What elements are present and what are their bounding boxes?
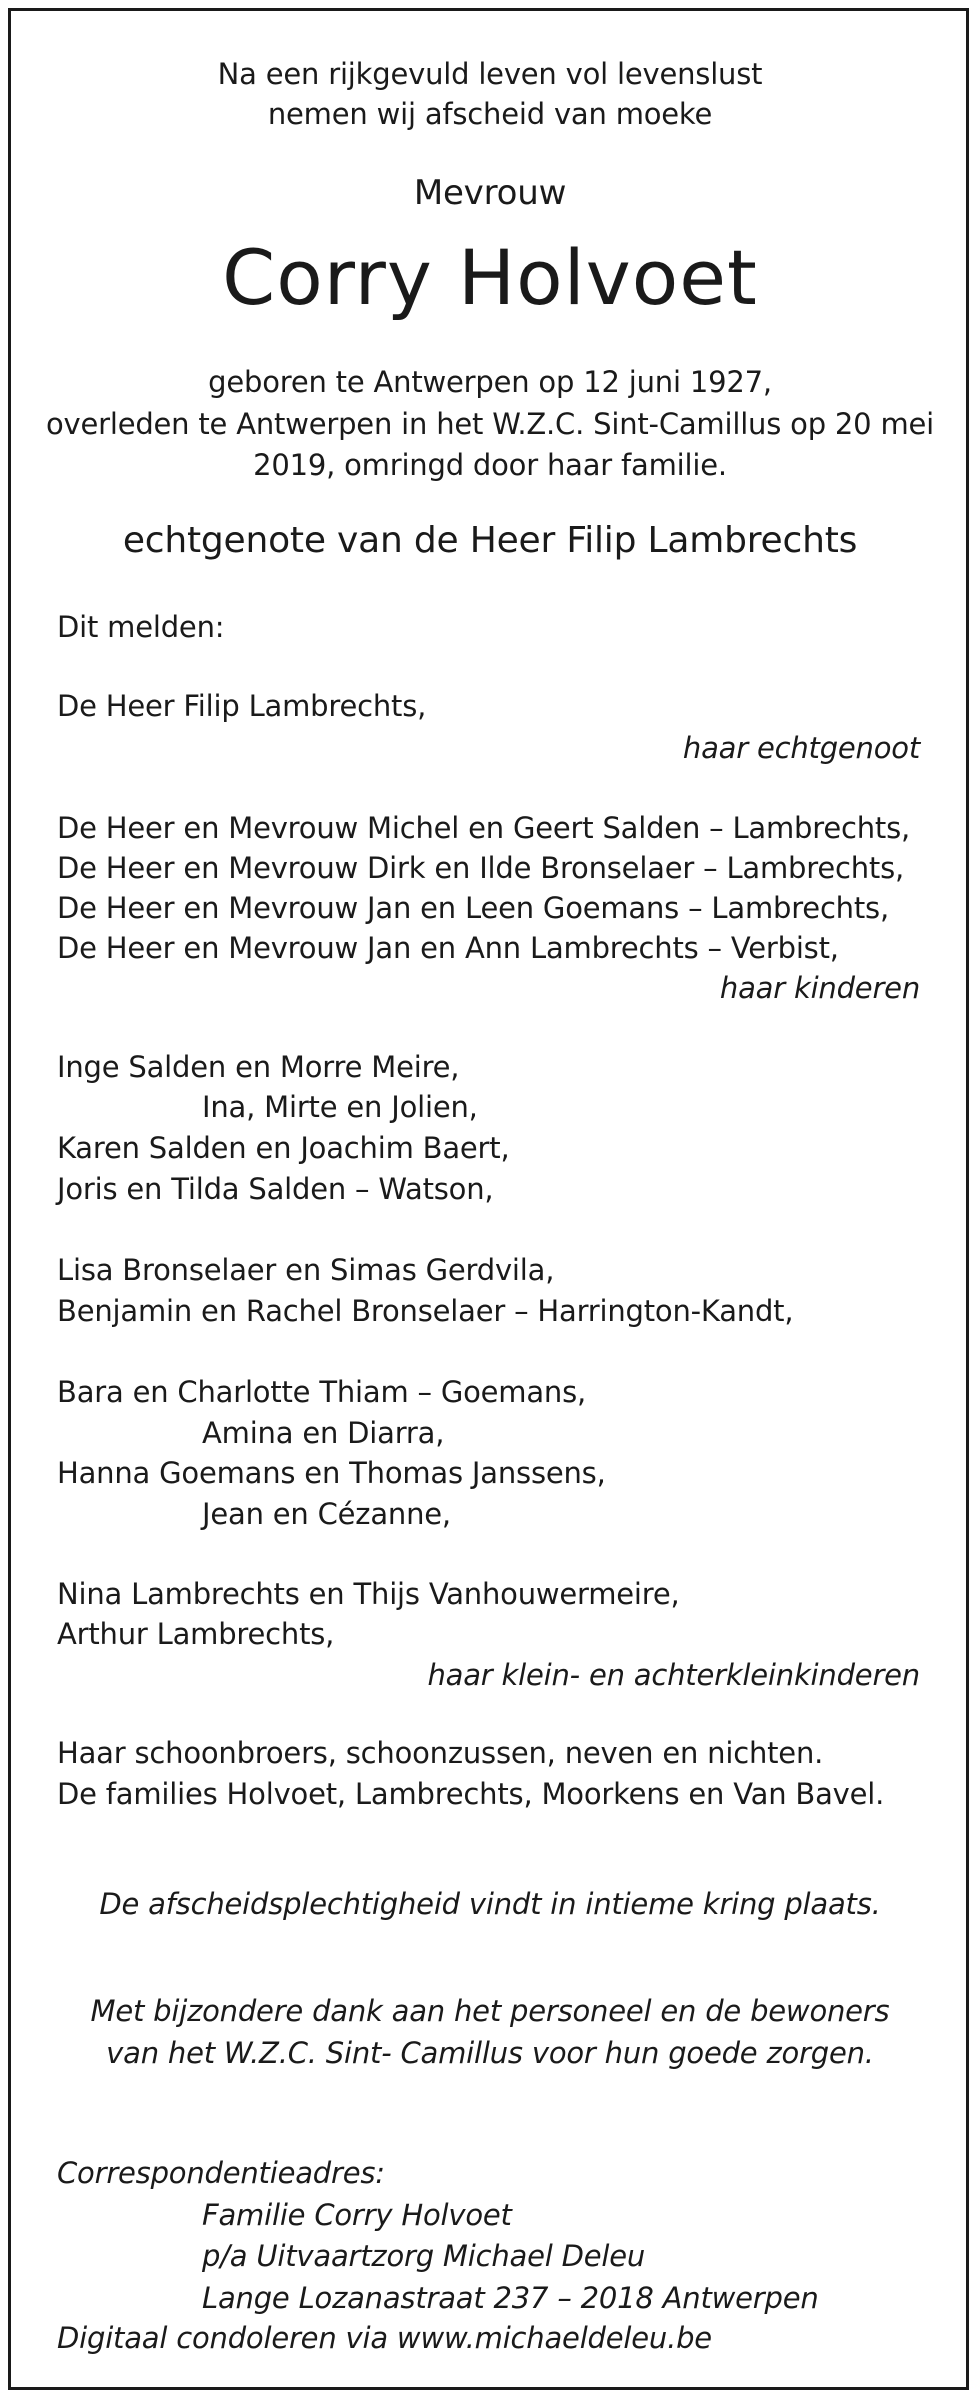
grandchild-line: Joris en Tilda Salden – Watson, [57,1172,494,1206]
husband-role: haar echtgenoot [682,731,920,765]
grandchild-line: Hanna Goemans en Thomas Janssens, [57,1456,606,1490]
thanks-line-2: van het W.Z.C. Sint- Camillus voor hun goede zorgen. [106,2036,874,2070]
ceremony-note: De afscheidsplechtigheid vindt in intieme kring plaats. [99,1887,881,1921]
thanks-line-1: Met bijzondere dank aan het personeel en de bewoners [90,1994,890,2028]
correspondence-line: Familie Corry Holvoet [202,2198,512,2232]
grandchild-line: Jean en Cézanne, [202,1497,451,1531]
grandchild-line: Bara en Charlotte Thiam – Goemans, [57,1375,587,1409]
details-line-2: overleden te Antwerpen in het W.Z.C. Sint-Camillus op 20 mei [45,407,935,441]
announcement-intro: Dit melden: [57,610,225,644]
child-line: De Heer en Mevrouw Dirk en Ilde Bronselaer – Lambrechts, [57,851,904,885]
details-line-3: 2019, omringd door haar familie. [253,448,727,482]
grandchild-line: Amina en Diarra, [202,1416,445,1450]
deceased-name: Corry Holvoet [222,233,758,322]
extended-family-line: De families Holvoet, Lambrechts, Moorkens en Van Bavel. [57,1777,885,1811]
intro-line-1: Na een rijkgevuld leven vol levenslust [217,57,763,91]
details-line-1: geboren te Antwerpen op 12 juni 1927, [208,365,772,399]
grandchild-line: Ina, Mirte en Jolien, [202,1090,478,1124]
grandchild-line: Benjamin en Rachel Bronselaer – Harrington-Kandt, [57,1294,794,1328]
grandchild-line: Nina Lambrechts en Thijs Vanhouwermeire, [57,1577,680,1611]
intro-line-2: nemen wij afscheid van moeke [267,97,713,131]
correspondence-label: Correspondentieadres: [57,2156,385,2190]
grandchild-line: Lisa Bronselaer en Simas Gerdvila, [57,1253,555,1287]
correspondence-line: p/a Uitvaartzorg Michael Deleu [202,2239,646,2273]
husband-name: De Heer Filip Lambrechts, [57,689,427,723]
correspondence-line: Lange Lozanastraat 237 – 2018 Antwerpen [202,2281,819,2315]
child-line: De Heer en Mevrouw Jan en Ann Lambrechts – Verbist, [57,931,839,965]
grandchild-line: Karen Salden en Joachim Baert, [57,1131,510,1165]
child-line: De Heer en Mevrouw Michel en Geert Salden – Lambrechts, [57,811,910,845]
grandchild-line: Arthur Lambrechts, [57,1617,335,1651]
condolence-link[interactable]: Digitaal condoleren via www.michaeldeleu.be [57,2321,712,2355]
spouse-line: echtgenote van de Heer Filip Lambrechts [122,520,858,561]
extended-family-line: Haar schoonbroers, schoonzussen, neven en nichten. [57,1736,824,1770]
grandchild-line: Inge Salden en Morre Meire, [57,1050,460,1084]
salutation: Mevrouw [413,173,567,213]
grandchildren-role: haar klein- en achterkleinkinderen [427,1658,920,1692]
children-role: haar kinderen [719,971,920,1005]
child-line: De Heer en Mevrouw Jan en Leen Goemans – Lambrechts, [57,891,889,925]
